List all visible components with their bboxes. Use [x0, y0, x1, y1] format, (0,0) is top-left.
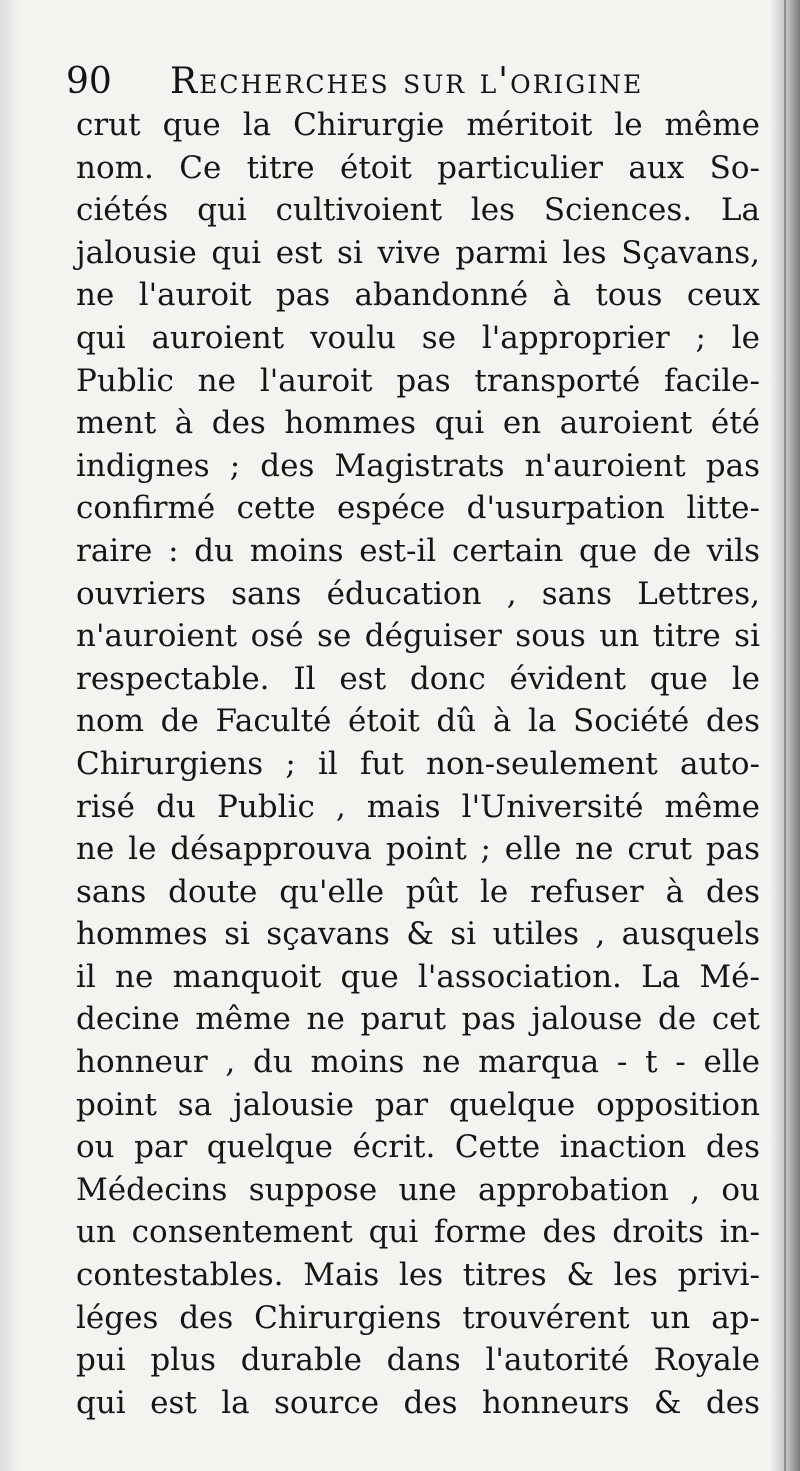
text-line: respectable. Il est donc évident que le — [76, 660, 760, 697]
page-edge-line — [784, 0, 786, 1471]
text-line: risé du Public , mais l'Université même — [76, 788, 760, 825]
text-line: indignes ; des Magistrats n'auroient pas — [76, 447, 760, 484]
text-line: raire : du moins est-il certain que de vils — [76, 532, 760, 569]
text-line: crut que la Chirurgie méritoit le même — [76, 107, 760, 143]
text-line: Chirurgiens ; il fut non-seulement auto- — [76, 745, 760, 782]
text-line: nom de Faculté étoit dû à la Société des — [76, 703, 760, 740]
text-line: honneur , du moins ne marqua - t - elle — [76, 1044, 760, 1081]
text-line: n'auroient osé se déguiser sous un titre si — [76, 618, 760, 655]
text-line: confirmé cette espéce d'usurpation litte- — [76, 490, 760, 527]
text-line: point sa jalousie par quelque opposition — [76, 1086, 760, 1123]
page-number: 90 — [66, 61, 112, 102]
text-line: ment à des hommes qui en auroient été — [76, 405, 760, 442]
text-line: jalousie qui est si vive parmi les Sçavans, — [76, 234, 760, 271]
text-line: hommes si sçavans & si utiles , ausquels — [76, 916, 760, 953]
text-line: ne le désapprouva point ; elle ne crut pas — [76, 831, 760, 868]
text-line: pui plus durable dans l'autorité Royale — [76, 1342, 760, 1379]
page-gutter-shadow — [0, 0, 20, 1471]
text-line: ouvriers sans éducation , sans Lettres, — [76, 575, 760, 612]
text-line: Public ne l'auroit pas transporté facile- — [76, 362, 760, 399]
text-line: ou par quelque écrit. Cette inaction des — [76, 1129, 760, 1166]
text-line: contestables. Mais les titres & les privi- — [76, 1257, 760, 1294]
text-line: nom. Ce titre étoit particulier aux So- — [76, 149, 760, 186]
text-line: ne l'auroit pas abandonné à tous ceux — [76, 277, 760, 314]
text-line: ciétés qui cultivoient les Sciences. La — [76, 192, 760, 229]
text-line: léges des Chirurgiens trouvérent un ap- — [76, 1299, 760, 1336]
body-text — [76, 104, 760, 1424]
running-header — [66, 52, 766, 108]
text-line: il ne manquoit que l'association. La Mé- — [76, 958, 760, 995]
running-title: Recherches sur l'origine — [170, 61, 644, 102]
text-line: decine même ne parut pas jalouse de cet — [76, 1001, 760, 1038]
text-line: sans doute qu'elle pût le refuser à des — [76, 873, 760, 910]
text-line: qui auroient voulu se l'approprier ; le — [76, 319, 760, 356]
text-line: qui est la source des honneurs & des — [76, 1384, 760, 1421]
text-line: Médecins suppose une approbation , ou — [76, 1171, 760, 1208]
text-line: un consentement qui forme des droits in- — [76, 1214, 760, 1251]
